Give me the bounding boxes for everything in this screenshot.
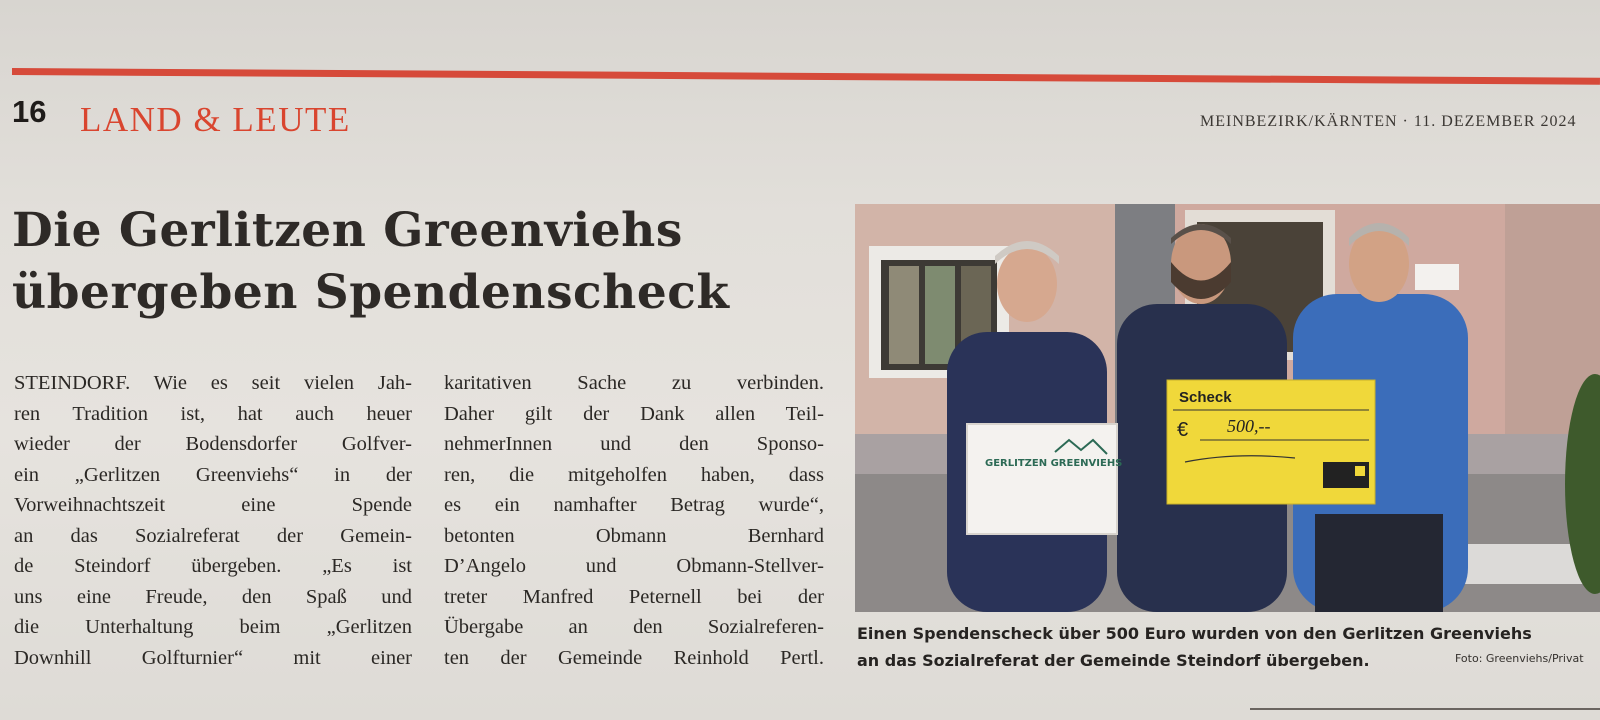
text-line: nehmerInnen und den Sponso- xyxy=(444,433,824,455)
headline-line: übergeben Spendenscheck xyxy=(12,265,730,320)
check-amount: 500,-- xyxy=(1227,416,1271,436)
text-line: Vorweihnachtszeit eine Spende xyxy=(14,494,412,516)
photo-credit: Foto: Greenviehs/Privat xyxy=(1455,652,1584,665)
text-line: wieder der Bodensdorfer Golfver- xyxy=(14,433,412,455)
text-line: ein „Gerlitzen Greenviehs“ in der xyxy=(14,463,412,486)
section-title: LAND & LEUTE xyxy=(80,100,351,139)
text-line: D’Angelo und Obmann-Stellver- xyxy=(444,555,824,577)
text-line: die Unterhaltung beim „Gerlitzen xyxy=(14,616,412,638)
text-line: uns eine Freude, den Spaß und xyxy=(14,585,412,608)
article-photo xyxy=(855,204,1600,612)
text-line: es ein namhafter Betrag wurde“, xyxy=(444,494,824,516)
check-label: Scheck xyxy=(1179,389,1232,406)
headline-line: Die Gerlitzen Greenviehs xyxy=(12,203,683,258)
text-line: STEINDORF. Wie es seit vielen Jah- xyxy=(14,372,412,394)
text-line: Übergabe an den Sozialreferen- xyxy=(444,616,824,638)
page-number: 16 xyxy=(12,94,47,129)
article-column-1 xyxy=(14,368,412,673)
text-line: Daher gilt der Dank allen Teil- xyxy=(444,402,824,425)
sign-logo-text: GERLITZEN GREENVIEHS xyxy=(985,458,1123,469)
text-line: Downhill Golfturnier“ mit einer xyxy=(14,646,412,669)
text-line: an das Sozialreferat der Gemein- xyxy=(14,524,412,547)
caption-line: Einen Spendenscheck über 500 Euro wurden von den Gerlitzen Greenviehs xyxy=(857,624,1532,643)
text-line: betonten Obmann Bernhard xyxy=(444,524,824,547)
article-column-2 xyxy=(444,368,824,673)
caption-line: an das Sozialreferat der Gemeinde Steindorf übergeben. xyxy=(857,651,1370,670)
article-headline xyxy=(12,200,832,324)
text-line: ren Tradition ist, hat auch heuer xyxy=(14,402,412,425)
bottom-divider xyxy=(1250,708,1600,710)
text-line: ten der Gemeinde Reinhold Pertl. xyxy=(444,646,824,669)
masthead-date: MEINBEZIRK/KÄRNTEN · 11. DEZEMBER 2024 xyxy=(1200,113,1577,130)
text-line: karitativen Sache zu verbinden. xyxy=(444,372,824,394)
header-rule xyxy=(12,68,1600,85)
check-currency: € xyxy=(1177,419,1189,441)
photo-caption xyxy=(857,620,1600,674)
text-line: ren, die mitgeholfen haben, dass xyxy=(444,463,824,486)
text-line: treter Manfred Peternell bei der xyxy=(444,585,824,608)
text-line: de Steindorf übergeben. „Es ist xyxy=(14,555,412,577)
